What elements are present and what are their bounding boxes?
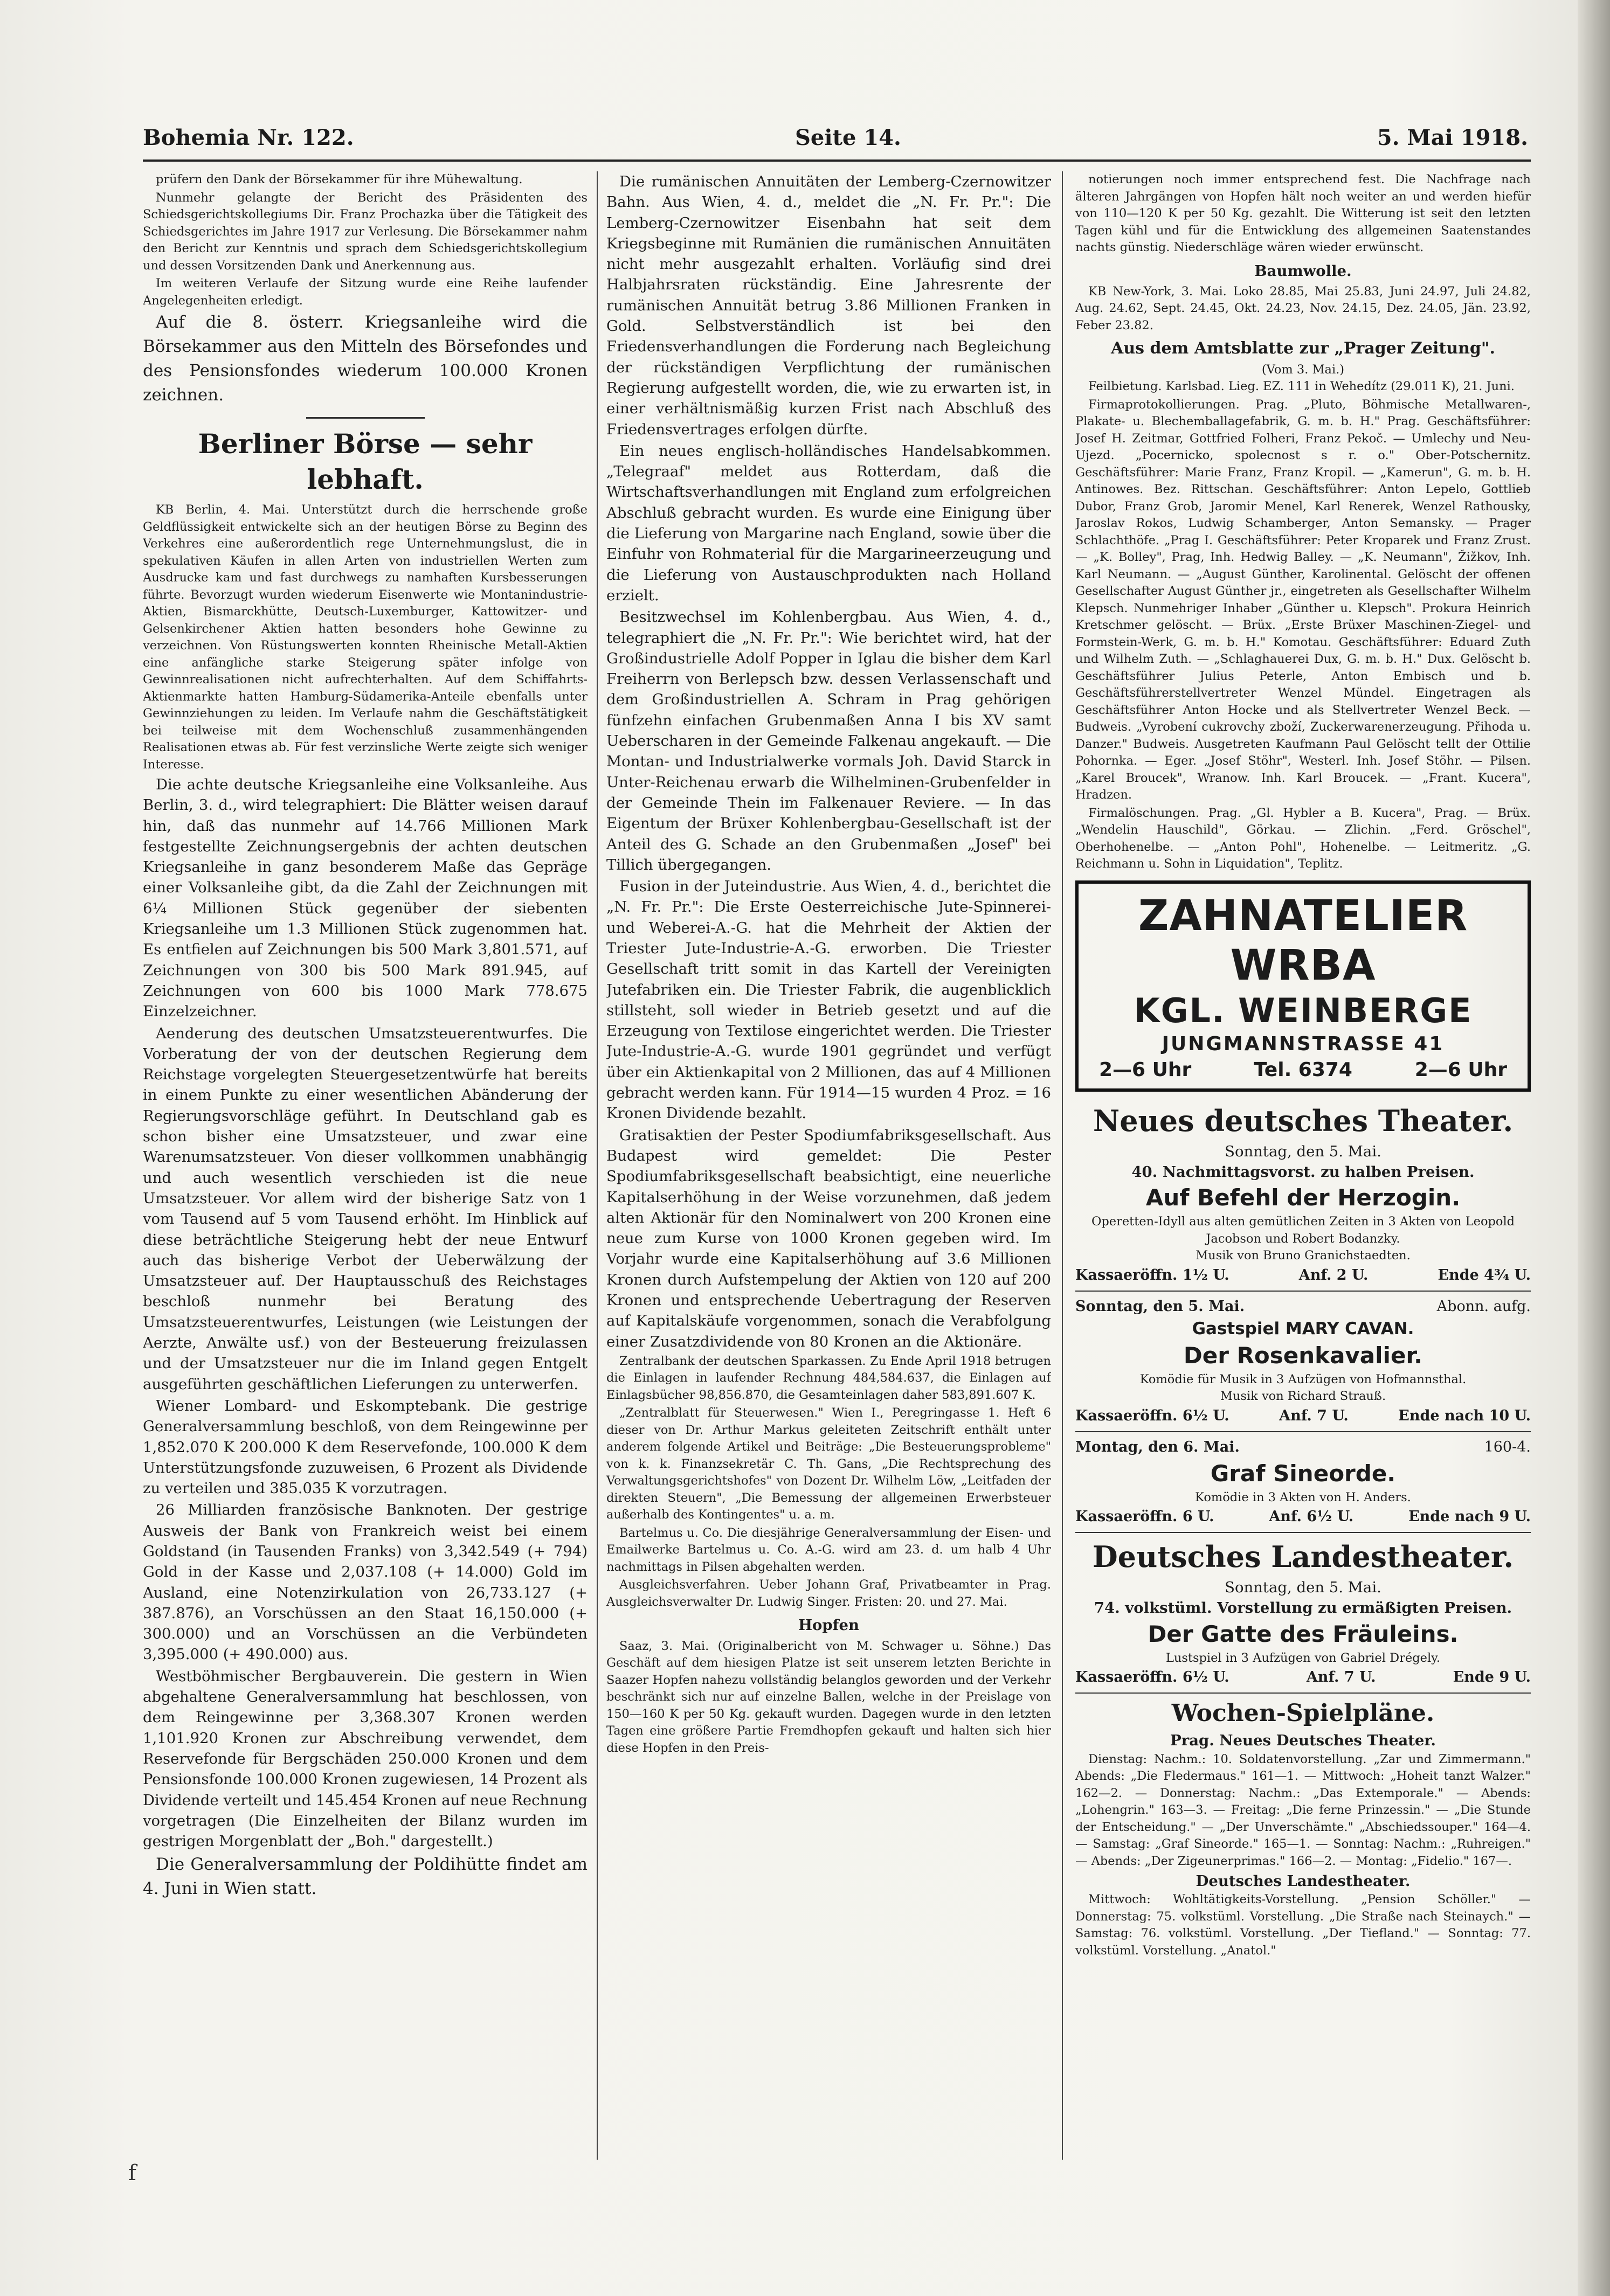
box-office-time: Kassaeröffn. 1½ U. (1075, 1266, 1229, 1284)
section-subheading: Aus dem Amtsblatte zur „Prager Zeitung". (1111, 339, 1495, 358)
header-masthead: Bohemia Nr. 122. (143, 125, 354, 150)
ad-address: JUNGMANNSTRASSE 41 (1162, 1032, 1445, 1055)
page-edge (1578, 0, 1610, 2296)
article-paragraph: Westböhmischer Bergbauverein. Die gestern in Wien abgehaltene Generalversammlung hat beschlossen, von dem Reingewinne per 3,368.307 Kronen werden 1,101.920 Kronen zur Abschreibung verwendet, dem Reservefonde für Bergschäden 250.000 Kronen und dem Pensionsfonde 100.000 Kronen zugewiesen, 14 Prozent als Dividende verteilt und 145.454 Kronen auf neue Rechnung vorgetragen (Die Einzelheiten der Bilanz wurden im gestrigen Morgenblatt der „Boh." dargestellt.) (143, 1667, 588, 1850)
ad-telephone: Tel. 6374 (1254, 1058, 1352, 1081)
start-time: Anf. 7 U. (1306, 1669, 1376, 1686)
article-paragraph: Fusion in der Juteindustrie. Aus Wien, 4. d., berichtet die „N. Fr. Pr.": Die Erste Oesterreichische Jute-Spinnerei- und Weberei-A.-G. hat die Mehrheit der Aktien der Triester Jute-Industrie-A.-G. erworben. Die Triester Gesellschaft tritt somit in das Kartell der Vereinigten Jutefabriken ein. Die Triester Fabrik, die augenblicklich stillsteht, soll wieder in Betrieb gesetzt und auf die Erzeugung von Textilose eingerichtet werden. Die Triester Jute-Industrie-A.-G. wurde 1901 gegründet und verfügt über ein Aktienkapital von 2 Millionen, das auf 4 Millionen gebracht werden kann. Für 1914—15 wurden 4 Proz. = 16 Kronen Dividende bezahlt. (606, 878, 1051, 1122)
theater-music-credit: Musik von Bruno Granichstaedten. (1196, 1248, 1411, 1263)
monday-row (1075, 1437, 1531, 1458)
header-rule (143, 159, 1531, 162)
section-separator (306, 417, 425, 419)
article-paragraph: Firmalöschungen. Prag. „Gl. Hybler a B. Kucera", Prag. — Brüx. „Wendelin Hauschild", Görkau. — Zlichin. „Ferd. Gröschel", Oberhohenelbe. — „Anton Pohl", Hohenelbe. — Leitmeritz. „G. Reichmann u. Sohn in Liquidation", Teplitz. (1075, 806, 1531, 871)
guest-performer: Gastspiel MARY CAVAN. (1192, 1319, 1414, 1338)
article-paragraph: KB New-York, 3. Mai. Loko 28.85, Mai 25.83, Juni 24.97, Juli 24.82, Aug. 24.62, Sept. 24.45, Okt. 24.23, Nov. 24.15, Dez. 24.05, Jän. 23.92, Feber 23.82. (1075, 284, 1531, 332)
theater-description: Lustspiel in 3 Aufzügen von Gabriel Drégely. (1165, 1650, 1441, 1665)
footer-mark: f (128, 2161, 136, 2186)
weekly-subtitle-neues: Prag. Neues Deutsches Theater. (1170, 1732, 1436, 1750)
article-paragraph: Die achte deutsche Kriegsanleihe eine Volksanleihe. Aus Berlin, 3. d., wird telegraphiert: Die Blätter weisen darauf hin, daß das nunmehr auf 14.766 Millionen Mark festgestellte Zeichnungsergebnis der achten deutschen Kriegsanleihe in ganz besonderem Maße das Gepräge einer Volksanleihe gibt, da die Zahl der Zeichnungen mit 6¼ Millionen Stück gegenüber der siebenten Kriegsanleihe um 1.3 Millionen Stück zugenommen hat. Es entfielen auf Zeichnungen bis 500 Mark 3,801.571, auf Zeichnungen von 300 bis 500 Mark 891.945, auf Zeichnungen von 600 bis 1000 Mark 778.675 Einzelzeichner. (143, 776, 588, 1021)
article-paragraph: Die Generalversammlung der Poldihütte findet am 4. Juni in Wien statt. (143, 1855, 588, 1899)
evening-abonnement: Abonn. aufg. (1436, 1298, 1531, 1315)
divider (1075, 1532, 1531, 1533)
header-page-number: Seite 14. (795, 125, 901, 150)
article-paragraph: „Zentralblatt für Steuerwesen." Wien I., Peregringasse 1. Heft 6 dieser von Dr. Arthur Markus geleiteten Zeitschrift enthält unter anderem folgende Artikel und Beiträge: „Die Besteuerungsprobleme" von k. k. Finanzsekretär C. Th. Gans, „Die Rechtsprechung des Verwaltungsgerichtshofes" von Dozent Dr. Wilhelm Löw, „Leitfaden der direkten Steuern", „Die Bemessung der allgemeinen Erwerbsteuer außerhalb des Kontingentes" u. a. m. (606, 1406, 1051, 1522)
end-time: Ende 9 U. (1453, 1669, 1531, 1686)
article-paragraph: notierungen noch immer entsprechend fest. Die Nachfrage nach älteren Jahrgängen von Hopfen hält noch weiter an und werden hiefür von 110—120 K per 50 Kg. gezahlt. Die Witterung ist seit den letzten Tagen kühl und für die Entwicklung des allgemeinen Saatenstandes nachts günstig. Niederschläge wären wieder erwünscht. (1075, 172, 1531, 254)
evening-description: Komödie für Musik in 3 Aufzügen von Hofmannsthal. (1139, 1372, 1467, 1386)
theater-times-row (1075, 1667, 1531, 1688)
theater-listing-neues (1075, 1101, 1531, 1528)
section-note: (Vom 3. Mai.) (1261, 362, 1345, 377)
monday-number: 160-4. (1484, 1438, 1531, 1455)
divider (1075, 1291, 1531, 1292)
article-paragraph: Im weiteren Verlaufe der Sitzung wurde eine Reihe laufender Angelegenheiten erledigt. (143, 276, 588, 308)
ad-title: ZAHNATELIER WRBA (1138, 891, 1468, 990)
article-paragraph: Nunmehr gelangte der Bericht des Präsidenten des Schiedsgerichtskollegiums Dir. Franz Prochazka über die Tätigkeit des Schiedsgerichtes im Jahre 1917 zur Verlesung. Die Börsekammer nahm den Bericht zur Kenntnis und sprach dem Schiedsgerichtskollegium und dessen Vorsitzenden Dank und Anerkennung aus. (143, 190, 588, 273)
column-rule-1 (597, 171, 598, 2160)
page-header (143, 125, 1528, 157)
article-paragraph: Die rumänischen Annuitäten der Lemberg-Czernowitzer Bahn. Aus Wien, 4. d., meldet die „N. Fr. Pr.": Die Lemberg-Czernowitzer Eisenbahn hat seit dem Kriegsbeginne mit Rumänien die rumänischen Annuitäten nicht mehr ausgezahlt erhalten. Vorläufig sind drei Halbjahrsraten rückständig. Eine Jahresrente der rumänischen Annuität betrug 3.86 Millionen Franken in Gold. Selbstverständlich ist bei den Friedensverhandlungen die Forderung nach Begleichung der rückständigen Verpflichtung der rumänischen Regierung aufgestellt worden, die, wie zu erwarten ist, in einer verhältnismäßig kurzen Frist nach Abschluß des Friedensvertrages erfolgen dürfte. (606, 173, 1051, 438)
evening-date: Sonntag, den 5. Mai. (1075, 1298, 1245, 1315)
box-office-time: Kassaeröffn. 6½ U. (1075, 1407, 1229, 1424)
column-2 (606, 171, 1051, 2160)
monday-date: Montag, den 6. Mai. (1075, 1438, 1240, 1455)
box-office-time: Kassaeröffn. 6 U. (1075, 1508, 1214, 1525)
theater-times-row (1075, 1265, 1531, 1286)
monday-times-row (1075, 1506, 1531, 1528)
article-paragraph: KB Berlin, 4. Mai. Unterstützt durch die herrschende große Geldflüssigkeit entwickelte sich an der heutigen Börse zu Beginn des Verkehres eine außerordentlich rege Unternehmungslust, die in spekulativen Käufen in allen Arten von industriellen Werten zum Ausdrucke kam und fast durchwegs zu namhaften Kursbesserungen führte. Bevorzugt wurden wiederum Eisenwerte wie Montanindustrie-Aktien, Bismarckhütte, Deutsch-Luxemburger, Kattowitzer- und Gelsenkirchener Aktien hatten besonders hohe Gewinne zu verzeichnen. Von Rüstungswerten konnten Rheinische Metall-Aktien eine anfängliche starke Steigerung später infolge von Gewinnrealisationen nicht aufrechterhalten. Auf dem Schiffahrts-Aktienmarkte hatten Hamburg-Südamerika-Anteile ebenfalls unter Gewinnziehungen zu leiden. Im Verlaufe nahm die Geschäftstätigkeit bei teilweise mit dem Wochenschluß zusammenhängenden Realisationen etwas ab. Für fest verzinsliche Werte zeigte sich weniger Interesse. (143, 503, 588, 772)
article-paragraph: 26 Milliarden französische Banknoten. Der gestrige Ausweis der Bank von Frankreich weist bei einem Goldstand (in Tausenden Franks) von 3,342.549 (+ 794) Gold in der Kasse und 2,037.108 (+ 14.000) Gold im Ausland, eine Notenzirkulation von 26,733.127 (+ 387.876), an Vorschüssen an den Staat 16,150.000 (+ 300.000) und an Vorschüssen an die Verbündeten 3,395.000 (+ 490.000) aus. (143, 1501, 588, 1663)
start-time: Anf. 6½ U. (1269, 1508, 1354, 1525)
article-paragraph: Feilbietung. Karlsbad. Lieg. EZ. 111 in Wehedítz (29.011 K), 21. Juni. (1088, 379, 1515, 394)
box-office-time: Kassaeröffn. 6½ U. (1075, 1669, 1229, 1686)
article-paragraph: Ausgleichsverfahren. Ueber Johann Graf, Privatbeamter in Prag. Ausgleichsverwalter Dr. Ludwig Singer. Fristen: 20. und 27. Mai. (606, 1578, 1051, 1609)
evening-times-row (1075, 1405, 1531, 1427)
monday-description: Komödie in 3 Akten von H. Anders. (1195, 1490, 1411, 1504)
column-3 (1075, 171, 1531, 2160)
ad-hours-right: 2—6 Uhr (1414, 1058, 1507, 1081)
column-1 (143, 171, 588, 2160)
end-time: Ende 4¾ U. (1438, 1266, 1531, 1284)
article-paragraph: Aenderung des deutschen Umsatzsteuerentwurfes. Die Vorberatung der von der deutschen Regierung dem Reichstage vorgelegten Steuergesetzentwürfe hat bereits in einem Punkte zu einer wesentlichen Abänderung der Regierungsvorschläge geführt. In Deutschland gab es schon bisher eine Umsatzsteuer, und zwar eine Warenumsatzsteuer. Von dieser vollkommen unabhängig und auch wesentlich verschieden ist die neue Umsatzsteuer. Vor allem wird der bisherige Satz von 1 vom Tausend auf 5 vom Tausend erhöht. Im Hinblick auf diese beträchtliche Steigerung hebt der neue Entwurf auch das bisherige Verbot der Ueberwälzung der Umsatzsteuer auf. Der Hauptausschuß des Reichstages beschloß nunmehr bei Beratung des Umsatzsteuerentwurfes, Leistungen (wie Leistungen der Aerzte, Anwälte usf.) von der Besteuerung freizulassen und der Umsatzsteuer nur die im Inland gegen Entgelt ausgeführten geschäftlichen Lieferungen zu unterwerfen. (143, 1024, 588, 1393)
divider (1075, 1692, 1531, 1694)
evening-music-credit: Musik von Richard Strauß. (1220, 1389, 1386, 1404)
ad-hours-row (1083, 1057, 1523, 1083)
article-paragraph: prüfern den Dank der Börsekammer für ihre Mühewaltung. (156, 172, 523, 186)
weekly-subtitle-landes: Deutsches Landestheater. (1196, 1872, 1411, 1890)
start-time: Anf. 2 U. (1298, 1266, 1369, 1284)
end-time: Ende nach 9 U. (1408, 1508, 1531, 1525)
theater-date: Sonntag, den 5. Mai. (1225, 1142, 1381, 1160)
divider (1075, 1431, 1531, 1432)
theater-title: Deutsches Landestheater. (1092, 1539, 1514, 1574)
article-paragraph: Saaz, 3. Mai. (Originalbericht von M. Schwager u. Söhne.) Das Geschäft auf dem hiesigen Platze ist seit unserem letzten Berichte in Saazer Hopfen nahezu vollständig belanglos geworden und der Verkehr beschränkt sich nur auf einzelne Ballen, welche in der Preislage von 150—160 K per 50 Kg. gekauft wurden. Dagegen wurde in den letzten Tagen eine größere Partie Fremdhopfen gekauft und halten sich hier diese Hopfen in den Preis- (606, 1639, 1051, 1755)
theater-description: Operetten-Idyll aus alten gemütlichen Zeiten in 3 Akten von Leopold Jacobson und Robert Bodanzky. (1091, 1215, 1515, 1246)
article-paragraph: Wiener Lombard- und Eskomptebank. Die gestrige Generalversammlung beschloß, von dem Reingewinne per 1,852.070 K 200.000 K dem Reservefonde, 100.000 K dem Unterstützungsfonde zuzuweisen, 6 Prozent als Dividende zu verteilen und 385.035 K vorzutragen. (143, 1397, 588, 1497)
monday-show: Graf Sineorde. (1210, 1460, 1396, 1487)
weekly-title: Wochen-Spielpläne. (1171, 1700, 1435, 1728)
article-paragraph: Ein neues englisch-holländisches Handelsabkommen. „Telegraaf" meldet aus Rotterdam, daß die Wirtschaftsverhandlungen mit England zum erfolgreichen Abschluß gebracht wurden. Es wurde eine Einigung über die Lieferung von Margarine nach England, sowie über die Einfuhr von Rohmaterial für die Margarineerzeugung und die Lieferung von Austauschprodukten nach Holland erzielt. (606, 442, 1051, 604)
header-date: 5. Mai 1918. (1377, 125, 1528, 150)
evening-row (1075, 1296, 1531, 1317)
ad-location: KGL. WEINBERGE (1134, 990, 1473, 1030)
ad-hours-left: 2—6 Uhr (1099, 1058, 1192, 1081)
start-time: Anf. 7 U. (1279, 1407, 1349, 1424)
weekly-text-neues: Dienstag: Nachm.: 10. Soldatenvorstellung. „Zar und Zimmermann." Abends: „Die Fledermaus." 161—1. — Mittwoch: „Hoheit tanzt Walzer." 162—2. — Donnerstag: Nachm.: „Das Extemporale." — Abends: „Lohengrin." 163—3. — Freitag: „Die ferne Prinzessin." — „Die Stunde der Entscheidung." — „Der Unverschämte." „Abschiedssouper." 164—4. — Samstag: „Graf Sineorde." 165—1. — Sonntag: Nachm.: „Ruhreigen." — Abends: „Der Zigeunerprimas." 166—2. — Montag: „Fidelio." 167—. (1075, 1752, 1531, 1868)
theater-show: Auf Befehl der Herzogin. (1145, 1184, 1461, 1211)
theater-date: Sonntag, den 5. Mai. (1225, 1579, 1381, 1597)
column-3-notices (1075, 171, 1531, 873)
article-paragraph: Bartelmus u. Co. Die diesjährige Generalversammlung der Eisen- und Emailwerke Bartelmus u. Co. A.-G. wird am 23. d. um halb 4 Uhr nachmittags in Pilsen abgehalten werden. (606, 1525, 1051, 1574)
theater-show: Der Gatte des Fräuleins. (1148, 1620, 1459, 1647)
article-paragraph: Zentralbank der deutschen Sparkassen. Zu Ende April 1918 betrugen die Einlagen in laufender Rechnung 484,584.637, die Einlagen auf Einlagsbücher 98,856.870, die Gesamteinlagen daher 583,891.607 K. (606, 1354, 1051, 1402)
theater-subtitle: 40. Nachmittagsvorst. zu halben Preisen. (1131, 1163, 1475, 1181)
section-headline: Berliner Börse — sehr lebhaft. (198, 428, 533, 495)
dental-advertisement (1075, 880, 1531, 1092)
end-time: Ende nach 10 U. (1398, 1407, 1531, 1424)
article-paragraph: Besitzwechsel im Kohlenbergbau. Aus Wien, 4. d., telegraphiert die „N. Fr. Pr.": Wie berichtet wird, hat der Großindustrielle Adolf Popper in Iglau die bisher dem Karl Freiherrn von Berlepsch bzw. dessen Verlassenschaft und dem Großindustriellen A. Schram in Prag gehörigen fünfzehn einfachen Grubenmaßen Anna I bis XV samt Ueberscharen in der Gemeinde Falkenau angekauft. — Die Montan- und Industrialwerke vormals Joh. David Starck in Unter-Reichenau erwarb die Wilhelminen-Grubenfelder in der Gemeinde Thein im Falkenauer Reviere. — In das Eigentum der Brüxer Kohlenbergbau-Gesellschaft ist der Anteil des G. Schade an den Grubenmaßen „Josef" bei Tillich übergegangen. (606, 608, 1051, 873)
section-subheading: Hopfen (798, 1617, 859, 1634)
theater-subtitle: 74. volkstüml. Vorstellung zu ermäßigten Preisen. (1094, 1599, 1512, 1617)
weekly-schedule (1075, 1698, 1531, 1959)
column-rule-2 (1062, 171, 1063, 2160)
article-paragraph: Firmaprotokollierungen. Prag. „Pluto, Böhmische Metallwaren-, Plakate- u. Blechemballagefabrik, G. m. b. H." Prag. Geschäftsführer: Josef H. Zeitmar, Gottfried Folheri, Franz Pekoč. — Umlechy und Neu-Ujezd. „Pocernicko, spolecnost s r. o." Ober-Potschernitz. Geschäftsführer: Marie Franz, Franz Kropil. — „Kamerun", G. m. b. H. Antinowes. Bez. Rittschan. Geschäftsführer: Anton Lepelo, Gottlieb Dubor, Franz Grob, Jaromir Menel, Karl Renerek, Wenzel Rathousky, Jaroslav Rokos, Ludwig Schamberger, Anton Semansky. — Prager Schlachthöfe. „Prag I. Geschäftsführer: Peter Kroparek und Franz Zrust. — „K. Bolley", Prag, Inh. Hedwig Balley. — „K. Neumann", Žižkov, Inh. Karl Neumann. — „August Günther, Karolinental. Gelöscht der offenen Gesellschafter August Günther jr., eingetreten als Gesellschafter Wilhelm Klepsch. Nunmehriger Inhaber „Günther u. Klepsch". Prokura Heinrich Kretschmer gelöscht. — Brüx. „Erste Brüxer Maschinen-Ziegel- und Formstein-Werk, G. m. b. H." Komotau. Geschäftsführer: Eduard Zuth und Wilhelm Zuth. — „Schlaghauerei Dux, G. m. b. H." Dux. Gelöscht b. Geschäftsführer Julius Peterle, Anton Embisch und b. Geschäftsführerstellvertreter Wenzel Mündel. Eingetragen als Geschäftsführer Anton Hocke und als Stellvertreter Wenzel Beck. — Budweis. „Vyrobení cukrovchy zboží, Zuckerwarenerzeugung. Přihoda u. Danzer." Budweis. Ausgetreten Kaufmann Paul Gelöscht tellt der Ottilie Pohornka. — Eger. „Josef Stöhr", Westerl. Inh. Josef Stöhr. — Pilsen. „Karel Broucek", Wranow. Inh. Karl Broucek. — „Frant. Kucera", Hradzen. (1075, 397, 1531, 802)
article-paragraph: Gratisaktien der Pester Spodiumfabriksgesellschaft. Aus Budapest wird gemeldet: Die Pester Spodiumfabriksgesellschaft beabsichtigt, eine neuerliche Kapitalserhöhung in der Weise vorzunehmen, daß jedem alten Aktionär für den Nominalwert von 200 Kronen eine neue zum Kurse von 1000 Kronen gegeben wird. Im Vorjahr wurde eine Kapitalserhöhung auf 3.6 Millionen Kronen durch Aufstempelung der Aktien von 120 auf 200 Kronen und entsprechende Uebertragung der Reserven auf Kapitalskäufe vorgenommen, sonach die Verabfolgung einer Zusatzdividende von 80 Kronen an die Aktionäre. (606, 1126, 1051, 1350)
evening-show: Der Rosenkavalier. (1183, 1342, 1423, 1369)
article-paragraph: Auf die 8. österr. Kriegsanleihe wird die Börsekammer aus den Mitteln des Börsefondes und des Pensionsfondes wiederum 100.000 Kronen zeichnen. (143, 313, 588, 405)
weekly-text-landes: Mittwoch: Wohltätigkeits-Vorstellung. „Pension Schöller." — Donnerstag: 75. volkstüml. Vorstellung. „Die Straße nach Steinaych." — Samstag: 76. volkstüml. Vorstellung. „Der Tiefland." — Sonntag: 77. volkstüml. Vorstellung. „Anatol." (1075, 1892, 1531, 1958)
theater-listing-landes (1075, 1537, 1531, 1688)
section-subheading: Baumwolle. (1254, 262, 1352, 280)
theater-title: Neues deutsches Theater. (1093, 1103, 1514, 1138)
